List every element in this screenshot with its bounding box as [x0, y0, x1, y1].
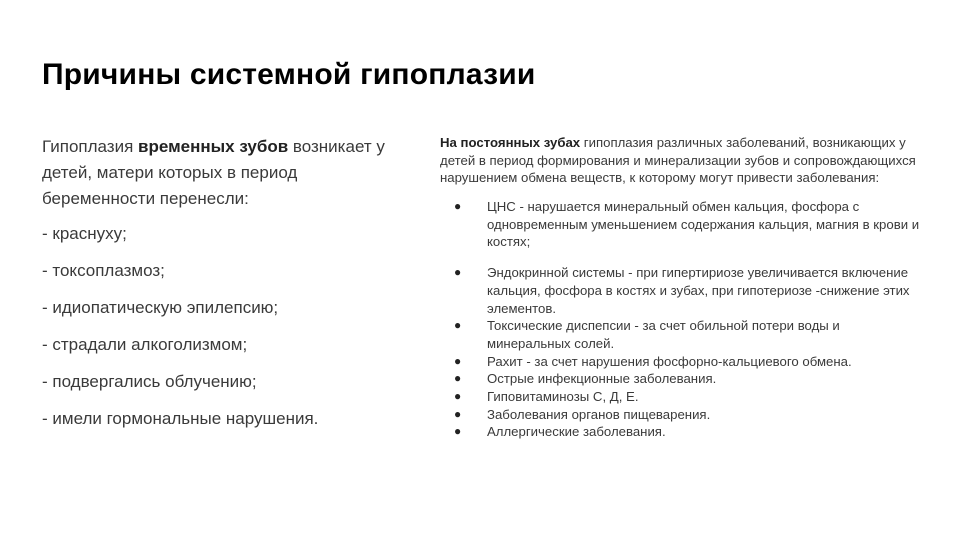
- list-item-text: ЦНС - нарушается минеральный обмен кальция, фосфора с одновременным уменьшением содержания кальция, магния в крови и костях;: [487, 199, 920, 250]
- bullet-icon: ●: [454, 406, 462, 421]
- bullet-icon: ●: [454, 199, 462, 214]
- right-intro: [440, 134, 920, 187]
- left-list-item: - страдали алкоголизмом;: [42, 334, 248, 354]
- list-item-text: Эндокринной системы - при гипертириозе увеличивается включение кальция, фосфора в костях и зубах, при гипотериозе -снижение этих элементов.: [487, 265, 910, 316]
- left-list-item: - имели гормональные нарушения.: [42, 408, 319, 428]
- left-intro-prefix: Гипоплазия: [42, 137, 139, 156]
- bullet-icon: ●: [454, 388, 462, 403]
- left-list-item: - идиопатическую эпилепсию;: [42, 298, 279, 318]
- bullet-icon: ●: [454, 265, 462, 280]
- page-title: Причины системной гипоплазии: [42, 58, 536, 91]
- left-intro-bold: временных зубов: [138, 137, 289, 156]
- left-list-item: - токсоплазмоз;: [42, 261, 165, 281]
- list-item-text: Заболевания органов пищеварения.: [487, 406, 711, 422]
- left-intro: [42, 134, 402, 211]
- list-item: [440, 370, 920, 388]
- list-item: [440, 406, 920, 424]
- left-list-item: - краснуху;: [42, 224, 127, 244]
- list-item-text: Токсические диспепсии - за счет обильной потери воды и минеральных солей.: [487, 318, 840, 351]
- right-column: [440, 134, 920, 441]
- list-item: [440, 264, 920, 317]
- bullet-icon: ●: [454, 318, 462, 333]
- bullet-icon: ●: [454, 353, 462, 368]
- cause-list: [440, 198, 920, 441]
- right-intro-text: гипоплазия различных заболеваний, возникающих у детей в период формирования и минерализации зубов и сопровождающихся нарушением обмена веществ, к которому могут привести заболевания:: [440, 135, 916, 186]
- left-list-item: - подвергались облучению;: [42, 371, 257, 391]
- list-item-text: Гиповитаминозы С, Д, Е.: [487, 388, 639, 404]
- list-item-text: Аллергические заболевания.: [487, 424, 666, 440]
- list-item: [440, 353, 920, 371]
- list-item-text: Острые инфекционные заболевания.: [487, 371, 717, 387]
- list-item: [440, 198, 920, 251]
- left-column: [42, 134, 402, 442]
- list-item-text: Рахит - за счет нарушения фосфорно-кальциевого обмена.: [487, 353, 852, 369]
- list-item: [440, 388, 920, 406]
- list-item: [440, 423, 920, 441]
- bullet-icon: ●: [454, 424, 462, 439]
- bullet-icon: ●: [454, 371, 462, 386]
- left-intro-suffix: возникает у детей, матери которых в период беременности перенесли:: [42, 137, 385, 208]
- list-item: [440, 317, 920, 352]
- right-intro-bold: На постоянных зубах: [440, 135, 581, 150]
